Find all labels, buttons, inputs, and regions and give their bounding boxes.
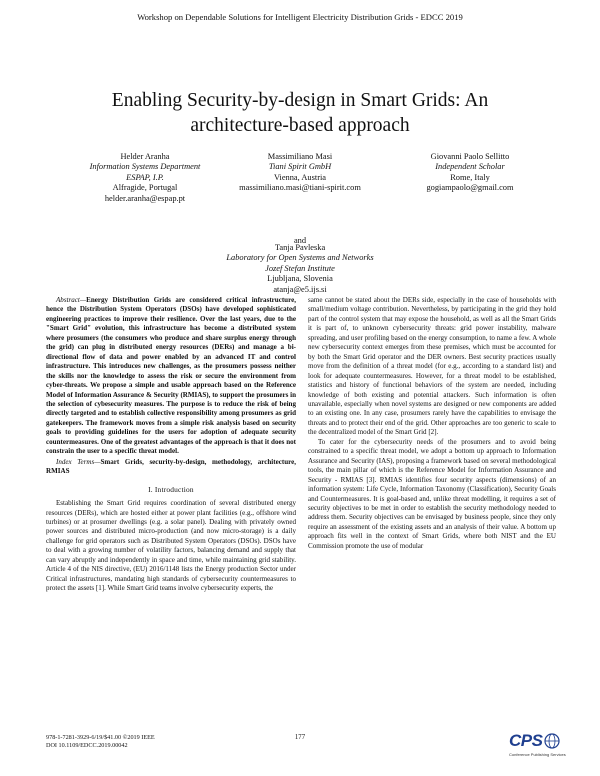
section-heading-introduction: I. Introduction [148,484,194,494]
cps-logo-text: CPS [509,731,543,750]
intro-paragraph-1: Establishing the Smart Grid requires coordination of several distributed energy resources (DERs), which are hosted either at power plant facilities (e.g., offshore wind turbines) or at prosumer dwellings (e.g. a solar panel). Dealing with privately owned power sources and distributed micro-production (and now micro-storage) is a daily challenge for grid operators such as Distributed System Operators (DSOs). DSOs have to deal with a growing number of volatility factors, balancing demand and supply that can vary abruptly and independently in space and time, while maintaining grid stability. Article 4 of the NIS directive, (EU) 2016/1148 lists the Energy production Sector under Critical infrastructures, mandating high standards of cybersecurity countermeasures to protect the assets [1]. While Smart Grid teams involve cybersecurity experts, the [46,499,296,593]
intro-paragraph-3: To cater for the cybersecurity needs of the prosumers and to avoid being constrained to a specific threat model, we adopt a bottom up approach to Information Assurance and Security (IAS), proposing a framework based on several methodological tools, the main pillar of which is the Reference Model for Information Assurance and Security - RMIAS [3]. RMIAS identifies four security aspects (dimensions) of an information system: Life Cycle, Information Taxonomy (Classification), Security Goals and Countermeasures. It is goal-based and, unlike threat modelling, it requires a set of security objectives to be met in order to establish the security methodology needed to address them. Security objectives can be envisaged by business people, since they only require an assessment of the existing assets and an analysis of their value. A bottom up approach fits well in the context of Smart Grids, where both NIST and the EU Commission promote the use of modular [308,437,556,550]
index-terms [46,458,296,477]
author-location: Rome, Italy [450,172,490,182]
author-email: atanja@e5.ijs.si [273,284,327,294]
and-separator: and [293,236,307,245]
cps-logo-subtitle: Conference Publishing Services [509,752,566,757]
title-line-1: Enabling Security-by-design in Smart Grids: An [111,90,489,111]
author-location: Vienna, Austria [273,172,327,182]
index-terms-label: Index Terms— [56,457,101,466]
index-terms-text: Smart Grids, security-by-design, methodology, architecture, RMIAS [46,457,296,476]
author-block-3 [390,152,550,194]
footer-isbn: 978-1-7281-3929-6/19/$41.00 ©2019 IEEE [46,734,155,741]
author-location: Ljubljana, Slovenia [267,274,333,284]
author-block-4 [200,243,400,295]
title-line-2: architecture-based approach [190,115,410,136]
running-header: Workshop on Dependable Solutions for Intelligent Electricity Distribution Grids - EDCC 2019 [137,12,463,22]
cps-logo [509,731,566,761]
author-affiliation: Laboratory for Open Systems and Networks [226,253,374,263]
page-number: 177 [294,734,306,741]
author-block-1 [60,152,230,204]
globe-icon [544,733,560,749]
author-affiliation: Independent Scholar [435,162,505,172]
author-org: Jozef Stefan Institute [265,263,335,273]
left-column [46,296,296,594]
author-org: ESPAP, I.P. [126,172,164,182]
author-email: helder.aranha@espap.pt [104,193,186,203]
author-name: Helder Aranha [120,152,170,161]
author-email: gogiampaolo@gmail.com [426,183,514,193]
paper-title [40,88,560,138]
author-name: Massimiliano Masi [267,152,333,161]
author-location: Alfragide, Portugal [112,183,178,193]
author-block-2 [220,152,380,194]
abstract-text: Energy Distribution Grids are considered critical infrastructure, hence the Distribution System Operators (DSOs) have developed sophisticated engineering practices to improve their resilience. Over the last years, due to the "Smart Grid" evolution, this infrastructure has become a distributed system where prosumers (the consumers who produce and share surplus energy through the grid) can plug in distributed energy resources (DERs) and manage a bi-directional flow of data and power enabled by an advanced IT and control infrastructure. This introduces new challenges, as the prosumers possess neither the skills nor the knowledge to assess the risk or secure the environment from cyber-threats. We propose a simple and usable approach based on the Reference Model of Information Assurance & Security (RMIAS), to support the prosumers in the selection of cybesecurity measures. The purpose is to reduce the risk of being directly targeted and to establish collective responsibility among prosumers as grid gatekeepers. The framework moves from a simple risk analysis based on security goals to providing guidelines for the users for adoption of adequate security countermeasures. One of the greatest advantages of the approach is that it does not constrain the user to a specific threat model. [46,296,296,456]
author-name: Giovanni Paolo Sellitto [430,152,510,161]
author-affiliation: Information Systems Department [89,162,201,172]
intro-paragraph-2: same cannot be stated about the DERs side, especially in the case of households with small/medium voltage contribution. Nevertheless, by participating in the grid they hold part of the control system that may expose the household, as well as all the Smart Grids it is part of, to unknown cybersecurity threats: grid power instability, malware spreading, and user profiling based on the energy consumption, to name a few. A whole new cybersecurity context emerges from these premises, which must be accounted for by both the Smart Grid operator and the DER owners. Best security practices usually move from the definition of a threat model (for e.g., according to a standard list) and look for adequate countermeasures. However, for a threat model to be established, statistics and history of functional behaviors of the system are needed, including knowledge of both existing and potential attackers. Such information is often unavailable, especially when novel systems are designed or new components are added to an existing one. In any case, prosumers rarely have the capabilities to envisage the threats and to protect their end of the grid. Other approaches are too generic to scale to the decentralized model of the Smart Grid [2]. [308,296,556,437]
author-email: massimiliano.masi@tiani-spirit.com [239,183,361,193]
right-column [308,296,556,551]
author-affiliation: Tiani Spirit GmbH [268,162,332,172]
abstract-label: Abstract— [56,296,87,304]
abstract [46,296,296,457]
author-name: Tanja Pavleska [274,243,326,252]
footer-doi: DOI 10.1109/EDCC.2019.00042 [46,742,128,749]
